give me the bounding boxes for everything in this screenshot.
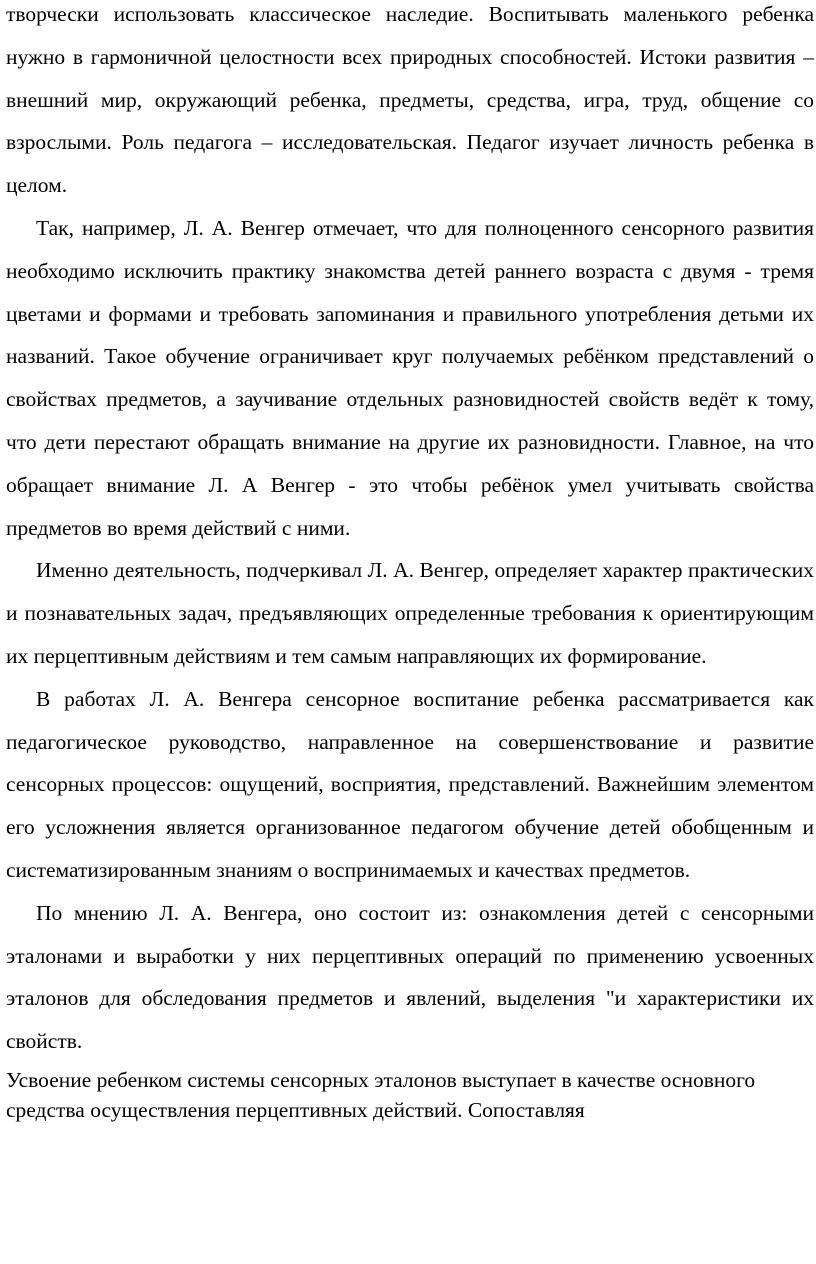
document-page [6, 0, 814, 1125]
paragraph-4: В работах Л. А. Венгера сенсорное воспитание ребенка рассматривается как педагогическое руководство, направленное на совершенствование и развитие сенсорных процессов: ощущений, восприятия, представлений. Важнейшим элементом его усложнения является организованное педагогом обучение детей обобщенным и систематизированным знаниям о воспринимаемых и качествах предметов. [6, 686, 814, 882]
paragraph-6: Усвоение ребенком системы сенсорных эталонов выступает в качестве основного средства осуществления перцептивных действий. Сопоставляя [6, 1067, 756, 1122]
paragraph-3: Именно деятельность, подчеркивал Л. А. Венгер, определяет характер практических и познавательных задач, предъявляющих определенные требования к ориентирующим их перцептивным действиям и тем самым направляющих их формирование. [6, 558, 814, 668]
paragraph-1: творчески использовать классическое наследие. Воспитывать маленького ребенка нужно в гармоничной целостности всех природных способностей. Истоки развития – внешний мир, окружающий ребенка, предметы, средства, игра, труд, общение со взрослыми. Роль педагога – исследовательская. Педагог изучает личность ребенка в целом. [6, 2, 814, 198]
paragraph-5: По мнению Л. А. Венгера, оно состоит из: ознакомления детей с сенсорными эталонами и выработки у них перцептивных операций по применению усвоенных эталонов для обследования предметов и явлений, выделения "и характеристики их свойств. [6, 900, 814, 1054]
paragraph-2: Так, например, Л. А. Венгер отмечает, что для полноценного сенсорного развития необходимо исключить практику знакомства детей раннего возраста с двумя - тремя цветами и формами и требовать запоминания и правильного употребления детьми их названий. Такое обучение ограничивает круг получаемых ребёнком представлений о свойствах предметов, а заучивание отдельных разновидностей свойств ведёт к тому, что дети перестают обращать внимание на другие их разновидности. Главное, на что обращает внимание Л. А Венгер - это чтобы ребёнок умел учитывать свойства предметов во время действий с ними. [6, 215, 814, 540]
